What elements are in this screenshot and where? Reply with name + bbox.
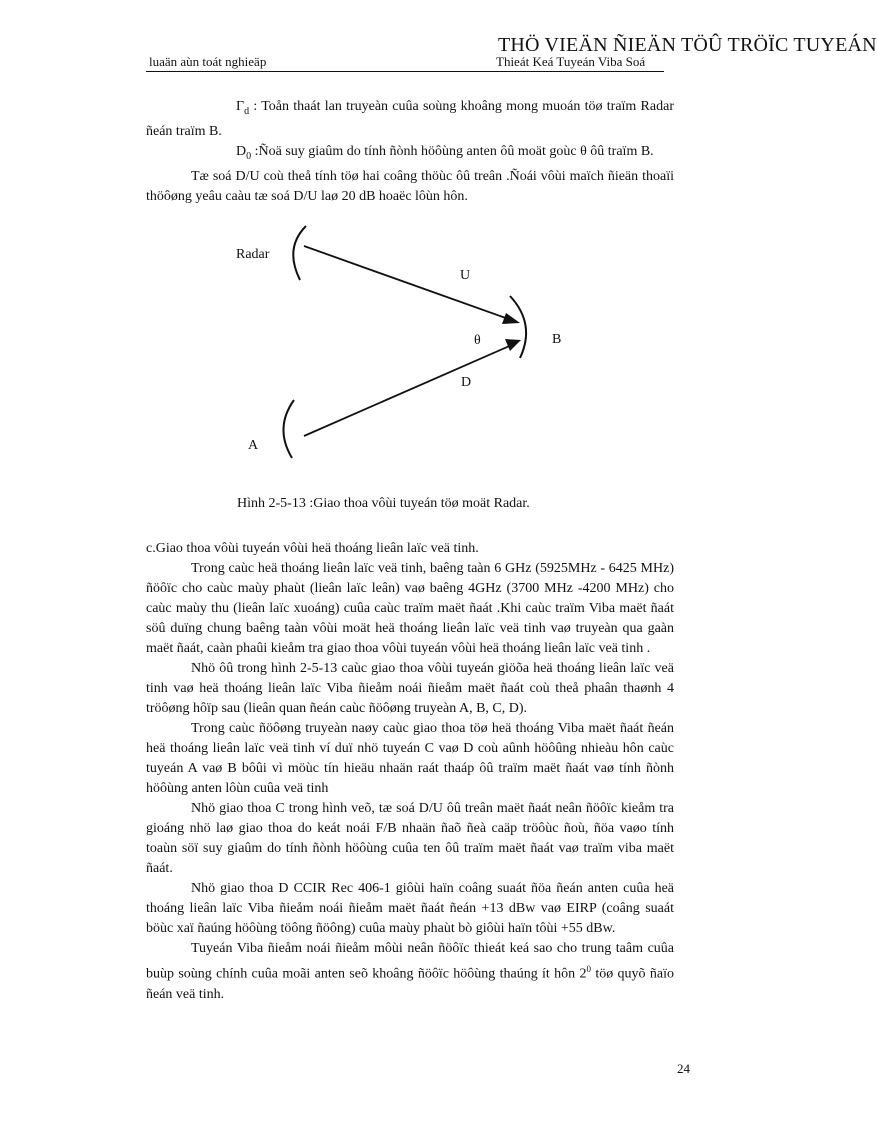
undesired-path-line [304,246,514,321]
header-rule [146,71,664,72]
header-left-text: luaän aùn toát nghieäp [149,54,267,69]
definition-d0 [146,142,674,167]
header-right-text: Thieát Keá Tuyeán Viba Soá [496,54,646,69]
gamma-subscript: d [244,105,250,117]
d-label: D [461,375,472,390]
gamma-symbol: Γ [236,99,245,114]
degree-superscript: 0 [586,964,591,974]
paragraph-3: Trong caùc ñöôøng truyeàn naøy caùc giao thoa töø heä thoáng Viba maët ñaát ñeán heä thoáng lieân laïc veä tinh ví duï nhö tuyeán C vaø D coù aûnh höôûng nhieàu hôn caùc tuyeán A vaø B bôûi vì möùc tín hieäu nhaän raát thaáp ôû traïm maët ñaát vaø tính ñònh höôùng anten lôùn cuûa veä tinh [146,721,674,796]
d0-symbol: D [236,143,247,159]
a-label: A [248,438,259,453]
paragraph-4: Nhö giao thoa C trong hình veõ, tæ soá D/U ôû treân maët ñaát neân ñöôïc kieåm tra gioáng nhö laø giao thoa do keát noái F/B nhaän ñaõ ñeà caäp tröôùc ñoù, ñöa vaøo tính toaùn söï suy giaûm do tính ñònh höôùng cuûa ten ôû traïm maët ñaát vaø traïm viba maët ñaát. [146,801,674,876]
b-label: B [552,332,562,347]
gamma-text: : Toån thaát lan truyeàn cuûa soùng khoâng mong muoán töø traïm Radar ñeán traïm B. [146,99,674,139]
u-label: U [460,268,471,283]
paragraph-6-tail: töø quyõ ñaïo ñeán veä tinh. [146,966,674,1002]
main-text-block [146,539,674,1005]
paragraph-5: Nhö giao thoa D CCIR Rec 406-1 giôùi haïn coâng suaát ñöa ñeán anten cuûa heä thoáng lieân laïc Viba ñieåm noái ñieåm maët ñaát ñeán +13 dBw vaø EIRP (coâng suaát böùc xaï ñaúng höôùng töông ñöông) cuûa maùy phaùt bò giôùi haïn tôùi +55 dBw. [146,881,674,936]
undesired-path-arrowhead [502,313,520,324]
radar-antenna-arc [293,226,306,280]
paragraph-6 [146,939,674,1005]
radar-label: Radar [236,247,270,262]
d0-subscript: 0 [246,150,252,162]
page-number: 24 [677,1061,690,1076]
theta-label: θ [474,333,481,348]
paragraph-6-text: Tuyeán Viba ñieåm noái ñieåm môùi neân ñöôïc thieát keá sao cho trung taâm cuûa buùp soùng chính cuûa moãi anten seõ khoâng ñöôïc höôùng thaúng ít hôn 2 [146,941,674,982]
radar-interference-figure [230,218,590,468]
definitions-block [146,97,674,207]
paragraph-2: Nhö ôû trong hình 2-5-13 caùc giao thoa vôùi tuyeán giöõa heä thoáng lieân laïc veä tinh vaø heä thoáng lieân laïc Viba ñieåm noái ñieåm maët ñaát coù theå phaân thaønh 4 tröôøng hôïp sau (lieân quan ñeán caùc ñöôøng truyeàn A, B, C, D). [146,661,674,716]
library-header-title: THÖ VIEÄN ÑIEÄN TÖÛ TRÖÏC TUYEÁN [498,34,877,56]
intro-paragraph: Tæ soá D/U coù theå tính töø hai coâng thöùc ôû treân .Ñoái vôùi maïch ñieän thoaïi thöôøng yeâu caàu tæ soá D/U laø 20 dB hoaëc lôùn hôn. [146,168,674,204]
desired-path-line [304,344,514,436]
definition-gamma [146,97,674,142]
d0-text: :Ñoä suy giaûm do tính ñònh höôùng anten ôû moät goùc θ ôû traïm B. [254,143,654,159]
desired-path-arrowhead [505,339,521,351]
station-a-antenna-arc [283,400,294,458]
section-heading: c.Giao thoa vôùi tuyeán vôùi heä thoáng lieân laïc veä tinh. [146,541,479,556]
interference-diagram [230,218,590,468]
paragraph-1: Trong caùc heä thoáng lieân laïc veä tinh, baêng taàn 6 GHz (5925MHz - 6425 MHz) ñöôïc cho caùc maùy phaùt (lieân laïc leân) vaø baêng 4GHz (3700 MHz -4200 MHz) cho caùc maùy thu (lieân laïc xuoáng) cuûa caùc traïm maët ñaát .Khi caùc traïm Viba maët ñaát söû duïng chung baêng taàn vôùi moät heä thoáng lieân laïc veä tinh vaø truyeàn qua gaàn maët ñaát, caàn phaûi kieåm tra giao thoa vôùi tuyeán vôùi heä thoáng lieân laïc veä tinh . [146,561,674,656]
figure-caption: Hình 2-5-13 :Giao thoa vôùi tuyeán töø moät Radar. [237,496,530,511]
station-b-antenna-arc [510,296,526,358]
